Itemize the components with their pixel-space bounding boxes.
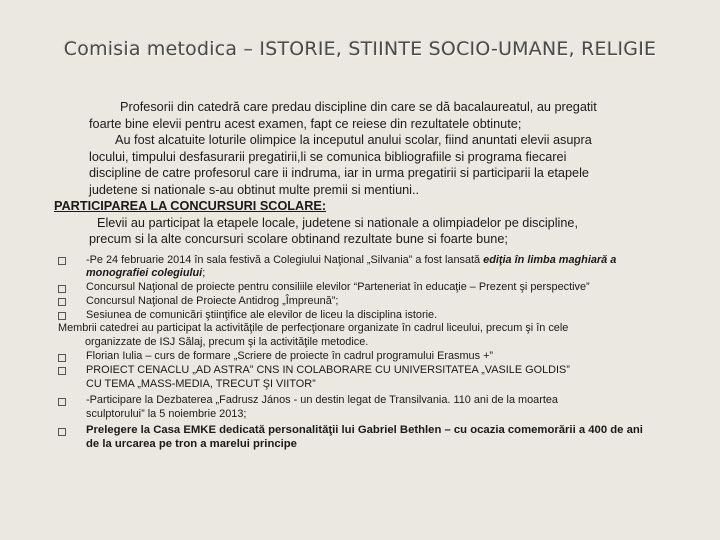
bullet-text: -Participare la Dezbaterea „Fadrusz János - un destin legat de Transilvania. 110 ani de la moartea — [86, 394, 558, 407]
paragraph-line: Au fost alcatuite loturile olimpice la inceputul anului scolar, fiind anuntati elevii asupra — [115, 133, 592, 147]
bullet-text: de la urcarea pe tron a marelui principe — [86, 437, 297, 450]
bullet-text: Prelegere la Casa EMKE dedicată personalităţii lui Gabriel Bethlen – cu ocazia comemorării a 400 de ani — [86, 424, 643, 437]
slide-title: Comisia metodica – ISTORIE, STIINTE SOCIO-UMANE, RELIGIE — [63, 38, 657, 60]
paragraph-line: foarte bine elevii pentru acest examen, fapt ce reiese din rezultatele obtinute; — [89, 116, 522, 131]
paragraph-bacalaureat — [58, 99, 688, 116]
paragraph-line: discipline de catre profesorul care ii indruma, iar in urma pregatirii si participarii la etapele — [89, 166, 589, 180]
square-bullet-icon — [58, 428, 66, 436]
paragraph-line-wrap — [58, 116, 688, 133]
bullet-text: Florian Iulia – curs de formare „Scriere de proiecte în cadrul programului Erasmus +” — [86, 350, 494, 363]
square-bullet-icon — [58, 354, 66, 362]
square-bullet-icon — [58, 298, 66, 306]
bullet-text-emphasis: monografiei colegiului — [86, 267, 203, 280]
bullet-text: Concursul Naţional de proiecte pentru consiliile elevilor “Parteneriat în educaţie – Prezent şi perspective” — [86, 281, 590, 294]
bullet-item-dezbatere — [58, 394, 688, 422]
paragraph-line-wrap — [58, 165, 688, 182]
paragraph-line: Elevii au participat la etapele locale, judetene si nationale a olimpiadelor pe discipline, — [97, 215, 579, 230]
square-bullet-icon — [58, 312, 66, 320]
bullet-item-monografie — [58, 254, 688, 282]
paragraph-line: precum si la alte concursuri scolare obtinand rezultate bune si foarte bune; — [89, 232, 508, 246]
paragraph-line: locului, timpului desfasurarii pregatirii,li se comunica bibliografiile si programa fiecarei — [89, 149, 567, 164]
paragraph-line-wrap — [58, 182, 688, 199]
bullet-text-emphasis: ediţia în limba maghiară a — [483, 253, 617, 266]
paragraph-line-wrap — [58, 149, 688, 166]
paragraph-line: Profesorii din catedră care predau discipline din care se dă bacalaureatul, au pregatit — [120, 100, 597, 114]
bullet-text: CU TEMA „MASS-MEDIA, TRECUT ŞI VIITOR” — [86, 377, 316, 390]
square-bullet-icon — [58, 398, 66, 406]
bullet-item-florian — [58, 350, 688, 364]
section-heading-concursuri: PARTICIPAREA LA CONCURSURI SCOLARE: — [54, 199, 327, 213]
bullet-text: PROIECT CENACLU „AD ASTRA” CNS IN COLABORARE CU UNIVERSITATEA „VASILE GOLDIS” — [86, 363, 570, 376]
bullet-text: ; — [202, 267, 206, 280]
bullet-item-parteneriat — [58, 281, 688, 295]
bullet-text: sculptorului” la 5 noiembrie 2013; — [86, 408, 247, 421]
paragraph-membri — [58, 322, 688, 350]
bullet-text: Concursul Naţional de Proiecte Antidrog „Împreună”; — [86, 294, 339, 307]
bullet-text: -Pe 24 februarie 2014 în sala festivă a Colegiului Naţional „Silvania” a fost lansată — [86, 253, 484, 266]
paragraph-line: organizzate de ISJ Sălaj, precum şi la activităţile metodice. — [85, 336, 369, 349]
bullet-item-sesiune — [58, 309, 688, 323]
slide-content — [54, 99, 688, 452]
paragraph-line: judetene si nationale s-au obtinut multe premii si mentiuni.. — [89, 182, 420, 197]
paragraph-line-wrap — [58, 231, 688, 248]
paragraph-line: Membrii catedrei au participat la activităţile de perfecţionare organizate în cadrul liceului, precum şi în cele — [58, 322, 569, 335]
bullet-item-prelegere — [58, 424, 688, 452]
paragraph-concursuri — [58, 215, 688, 232]
bullet-item-cenaclu — [58, 364, 688, 392]
square-bullet-icon — [58, 285, 66, 293]
square-bullet-icon — [58, 367, 66, 375]
paragraph-olimpiade — [58, 132, 688, 149]
bullet-item-antidrog — [58, 295, 688, 309]
square-bullet-icon — [58, 257, 66, 265]
bullet-text: Sesiunea de comunicări ştiinţifice ale elevilor de liceu la disciplina istorie. — [86, 308, 438, 321]
